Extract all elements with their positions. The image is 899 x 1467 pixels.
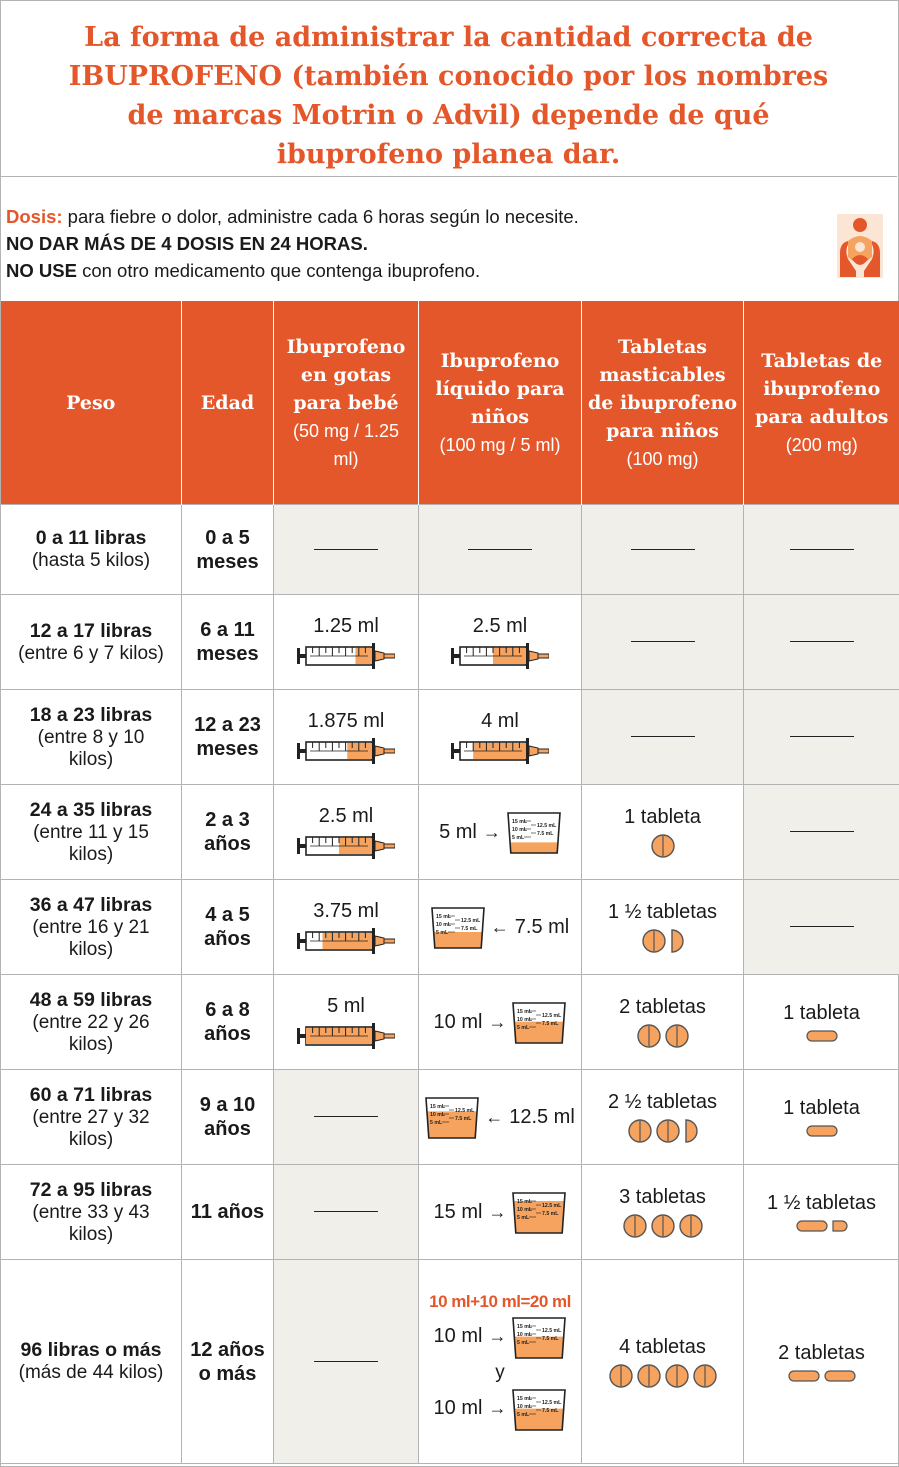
peso-kilos: (más de 44 kilos) [18,1362,164,1383]
adultos-tablets [796,1220,848,1232]
cell-peso [1,1260,182,1464]
gotas-label: 5 ml [327,995,365,1017]
peso-kilos: (entre 8 y 10 kilos) [37,726,145,770]
cell-peso [1,1165,182,1260]
peso-libras: 36 a 47 libras [29,893,153,916]
svg-text:15 mL: 15 mL [511,819,527,825]
header-liquido-title: Ibuprofeno líquido para niños [435,349,565,428]
cell-peso [1,505,182,595]
liquido-cup-row [434,1314,567,1360]
cell-peso [1,880,182,975]
measuring-cup-icon-fill [510,842,558,853]
cell-edad: 12 años o más [182,1260,274,1464]
masticables-label: 3 tabletas [619,1186,706,1208]
table-header-row [1,301,899,505]
chewable-tablet-icon [628,1119,652,1143]
peso-kilos: (entre 27 y 32 kilos) [32,1106,150,1150]
svg-text:5 mL: 5 mL [517,1411,530,1418]
liquido-dose [419,1292,581,1432]
svg-text:5 mL: 5 mL [435,930,448,936]
chewable-tablet-icon [679,1214,703,1238]
svg-text:12.5 mL: 12.5 mL [542,1399,562,1406]
table-row [1,595,899,690]
cell-adultos [744,1260,899,1464]
cell-edad: 2 a 3 años [182,785,274,880]
liquido-label: 2.5 ml [472,615,528,637]
cell-gotas [274,505,419,595]
dosis-text: para fiebre o dolor, administre cada 6 horas según lo necesite. [62,206,579,227]
cell-adultos [744,785,899,880]
table-row [1,505,899,595]
measuring-cup-icon [512,1386,566,1432]
table-row [1,690,899,785]
svg-text:15 mL: 15 mL [435,914,451,920]
empty-dash [468,549,532,550]
cell-liquido [419,880,582,975]
svg-text:15 mL: 15 mL [430,1104,446,1110]
cell-liquido [419,1260,582,1464]
cell-edad: 6 a 8 años [182,975,274,1070]
svg-text:10 mL: 10 mL [435,922,451,928]
liquido-dose [419,809,581,855]
cell-masticables [582,690,744,785]
liquido-dose [419,1189,581,1235]
arrow-right-icon: → [488,1011,507,1032]
cell-adultos [744,1070,899,1165]
syringe-icon [297,1023,395,1049]
adultos-label: 1 ½ tabletas [767,1192,876,1214]
liquido-dose [419,710,581,764]
table-row [1,975,899,1070]
measuring-cup-icon [431,904,485,950]
adultos-dose [744,1002,899,1042]
chewable-tablet-icon [651,1214,675,1238]
masticables-dose [582,996,743,1048]
chewable-tablet-icon [642,929,666,953]
cell-adultos [744,880,899,975]
liquido-label: 5 ml [439,820,477,843]
peso-kilos: (entre 16 y 21 kilos) [32,916,150,960]
svg-text:10 mL: 10 mL [517,1403,533,1410]
peso-kilos: (entre 33 y 43 kilos) [32,1201,150,1245]
header-peso: Peso [1,301,182,505]
cell-edad: 6 a 11 meses [182,595,274,690]
header-masticables [582,301,744,505]
cell-liquido [419,975,582,1070]
svg-text:10 mL: 10 mL [511,827,527,833]
cell-peso [1,975,182,1070]
cell-peso [1,595,182,690]
empty-dash [314,1361,378,1362]
measuring-cup-icon [507,809,561,855]
cell-masticables [582,785,744,880]
cell-adultos [744,690,899,785]
adult-tablet-icon [796,1220,828,1232]
peso-libras: 96 libras o más [20,1339,162,1361]
cell-gotas [274,595,419,690]
cell-edad: 0 a 5 meses [182,505,274,595]
empty-dash [314,549,378,550]
combo-label: 10 ml+10 ml=20 ml [429,1291,571,1311]
svg-text:12.5 mL: 12.5 mL [536,823,557,829]
masticables-tablets [651,834,675,858]
svg-text:5 mL: 5 mL [517,1025,530,1031]
masticables-label: 1 tableta [624,806,701,828]
half-chewable-tablet-icon [684,1119,698,1143]
table-row [1,1070,899,1165]
cell-masticables [582,880,744,975]
syringe-icon [451,738,549,764]
cell-gotas [274,975,419,1070]
liquido-dose [419,615,581,669]
empty-dash [314,1211,378,1212]
svg-text:10 mL: 10 mL [517,1017,533,1023]
chewable-tablet-icon [693,1364,717,1388]
svg-text:7.5 mL: 7.5 mL [460,926,478,932]
gotas-label: 1.875 ml [307,710,385,732]
chewable-tablet-icon [637,1364,661,1388]
liquido-label: 10 ml [433,1325,483,1347]
gotas-label: 2.5 ml [318,805,374,827]
masticables-dose [582,1336,743,1388]
masticables-label: 2 tabletas [619,996,706,1018]
header-gotas-sub: (50 mg / 1.25 ml) [292,420,400,469]
measuring-cup-icon [425,1094,479,1140]
empty-dash [790,736,854,737]
cell-adultos [744,505,899,595]
svg-text:7.5 mL: 7.5 mL [536,831,554,837]
chewable-tablet-icon [637,1024,661,1048]
half-chewable-tablet-icon [670,929,684,953]
chewable-tablet-icon [665,1364,689,1388]
header-gotas-title: Ibuprofeno en gotas para bebé [286,335,406,414]
header-adultos-title: Tabletas de ibuprofeno para adultos [755,349,889,428]
svg-text:5 mL: 5 mL [517,1215,530,1221]
empty-dash [790,926,854,927]
measuring-cup-icon [512,1189,566,1235]
adult-tablet-icon [806,1030,838,1042]
empty-dash [790,549,854,550]
liquido-cup-row [434,1386,567,1432]
chewable-tablet-icon [609,1364,633,1388]
svg-text:7.5 mL: 7.5 mL [542,1335,559,1342]
arrow-left-icon: ← [485,1106,504,1127]
arrow-right-icon: → [482,821,501,842]
liquido-label: 7.5 ml [514,915,570,938]
gotas-dose [274,900,418,954]
cell-adultos [744,1165,899,1260]
peso-kilos: (entre 11 y 15 kilos) [33,821,149,865]
empty-dash [631,549,695,550]
masticables-dose [582,1186,743,1238]
table-row [1,785,899,880]
cell-edad: 4 a 5 años [182,880,274,975]
svg-text:10 mL: 10 mL [430,1112,446,1118]
gotas-dose [274,615,418,669]
masticables-tablets [637,1024,689,1048]
header-liquido [419,301,582,505]
peso-libras: 12 a 17 libras [29,619,153,642]
svg-text:7.5 mL: 7.5 mL [542,1211,559,1217]
header-adultos [744,301,899,505]
measuring-cup-icon [512,1314,566,1360]
table-body [1,505,899,1464]
svg-text:5 mL: 5 mL [517,1339,530,1346]
cell-edad: 11 años [182,1165,274,1260]
family-hands-icon [836,213,884,279]
conjunction-label: y [495,1361,505,1383]
adult-tablet-icon [824,1370,856,1382]
gotas-label: 3.75 ml [313,900,379,922]
header-masticables-sub: (100 mg) [626,448,699,469]
half-adult-tablet-icon [832,1220,848,1232]
svg-text:15 mL: 15 mL [517,1199,533,1205]
gotas-dose [274,805,418,859]
gotas-dose [274,710,418,764]
liquido-label: 12.5 ml [509,1105,575,1128]
cell-masticables [582,975,744,1070]
cell-peso [1,1070,182,1165]
svg-text:7.5 mL: 7.5 mL [542,1021,559,1027]
arrow-right-icon: → [488,1201,507,1222]
cell-adultos [744,595,899,690]
liquido-dose [419,904,581,950]
cell-masticables [582,1165,744,1260]
header-edad: Edad [182,301,274,505]
chewable-tablet-icon [651,834,675,858]
table-row [1,880,899,975]
svg-text:12.5 mL: 12.5 mL [542,1203,562,1209]
peso-kilos: (entre 22 y 26 kilos) [32,1011,150,1055]
empty-dash [790,831,854,832]
masticables-tablets [609,1364,717,1388]
cell-masticables [582,595,744,690]
dosis-line-1 [6,203,786,230]
syringe-icon [297,738,395,764]
syringe-icon [297,833,395,859]
syringe-icon [297,643,395,669]
dosis-no-use-text: con otro medicamento que contenga ibuprofeno. [76,260,481,281]
header-masticables-title: Tabletas masticables de ibuprofeno para niños [587,335,738,442]
dosis-line-2 [6,230,786,257]
svg-text:12.5 mL: 12.5 mL [460,918,481,924]
adultos-label: 2 tabletas [778,1341,865,1364]
dosis-no-use: NO USE [6,260,77,281]
syringe-icon [297,928,395,954]
page-title: La forma de administrar la cantidad correcta de IBUPROFENO (también conocido por los nombres de marcas Motrin o Advil) depende de qué ibuprofeno planea dar. [68,22,829,170]
chewable-tablet-icon [623,1214,647,1238]
adultos-dose [744,1097,899,1137]
adultos-label: 1 tableta [783,1002,860,1024]
cell-masticables [582,505,744,595]
empty-dash [631,641,695,642]
cell-liquido [419,505,582,595]
svg-text:12.5 mL: 12.5 mL [542,1013,562,1019]
peso-libras: 18 a 23 libras [29,703,153,726]
peso-libras: 24 a 35 libras [29,798,153,821]
gotas-label: 1.25 ml [313,615,379,637]
header-adultos-sub: (200 mg) [785,434,858,455]
masticables-label: 1 ½ tabletas [608,901,717,923]
dosage-table [0,301,899,1464]
title-box [0,0,897,177]
svg-text:7.5 mL: 7.5 mL [455,1116,472,1122]
peso-libras: 48 a 59 libras [29,988,153,1011]
masticables-label: 2 ½ tabletas [608,1091,717,1113]
masticables-label: 4 tabletas [619,1335,706,1358]
table-row [1,1165,899,1260]
liquido-dose [419,999,581,1045]
svg-text:10 mL: 10 mL [517,1207,533,1213]
arrow-right-icon: → [488,1398,507,1418]
svg-text:5 mL: 5 mL [430,1120,443,1126]
peso-kilos: (hasta 5 kilos) [31,550,151,571]
cell-liquido [419,690,582,785]
dosis-warning: NO DAR MÁS DE 4 DOSIS EN 24 HORAS. [6,233,368,254]
dosis-line-3 [6,257,786,284]
cell-liquido [419,595,582,690]
table-row [1,1260,899,1464]
masticables-tablets [623,1214,703,1238]
svg-text:15 mL: 15 mL [517,1395,533,1402]
liquido-label: 10 ml [433,1010,483,1033]
svg-text:5 mL: 5 mL [511,835,524,841]
adultos-tablets [788,1370,856,1382]
cell-masticables [582,1260,744,1464]
svg-text:7.5 mL: 7.5 mL [542,1407,559,1414]
cell-peso [1,785,182,880]
dosis-label: Dosis: [6,206,63,227]
adultos-dose [744,1192,899,1232]
arrow-right-icon: → [488,1326,507,1346]
cell-gotas [274,1260,419,1464]
svg-text:12.5 mL: 12.5 mL [455,1108,475,1114]
adultos-tablets [806,1030,838,1042]
masticables-dose [582,806,743,858]
syringe-icon [451,643,549,669]
liquido-dose [419,1094,581,1140]
arrow-left-icon: ← [490,916,509,937]
adult-tablet-icon [788,1370,820,1382]
peso-kilos: (entre 6 y 7 kilos) [18,642,164,664]
cell-gotas [274,785,419,880]
svg-text:15 mL: 15 mL [517,1009,533,1015]
cell-masticables [582,1070,744,1165]
masticables-tablets [642,929,684,953]
masticables-dose [582,1091,743,1143]
masticables-tablets [628,1119,698,1143]
dosage-instructions [6,203,786,284]
svg-text:10 mL: 10 mL [517,1331,533,1338]
liquido-label: 10 ml [433,1397,483,1419]
empty-dash [631,736,695,737]
cell-edad: 12 a 23 meses [182,690,274,785]
cell-liquido [419,785,582,880]
cell-edad: 9 a 10 años [182,1070,274,1165]
adult-tablet-icon [806,1125,838,1137]
chewable-tablet-icon [665,1024,689,1048]
adultos-tablets [806,1125,838,1137]
empty-dash [790,641,854,642]
cell-adultos [744,975,899,1070]
measuring-cup-icon [512,999,566,1045]
liquido-label: 15 ml [433,1200,483,1223]
cell-gotas [274,690,419,785]
empty-dash [314,1116,378,1117]
gotas-dose [274,995,418,1049]
cell-gotas [274,1070,419,1165]
peso-libras: 0 a 11 libras [35,527,147,549]
header-gotas [274,301,419,505]
cell-peso [1,690,182,785]
peso-libras: 72 a 95 libras [29,1178,153,1201]
liquido-label: 4 ml [481,710,519,732]
adultos-dose [744,1342,899,1382]
chewable-tablet-icon [656,1119,680,1143]
adultos-label: 1 tableta [783,1097,860,1119]
masticables-dose [582,901,743,953]
cell-liquido [419,1070,582,1165]
cell-gotas [274,1165,419,1260]
cell-liquido [419,1165,582,1260]
svg-text:12.5 mL: 12.5 mL [542,1327,562,1334]
header-liquido-sub: (100 mg / 5 ml) [439,434,561,455]
peso-libras: 60 a 71 libras [29,1083,153,1106]
cell-gotas [274,880,419,975]
svg-text:15 mL: 15 mL [517,1323,533,1330]
